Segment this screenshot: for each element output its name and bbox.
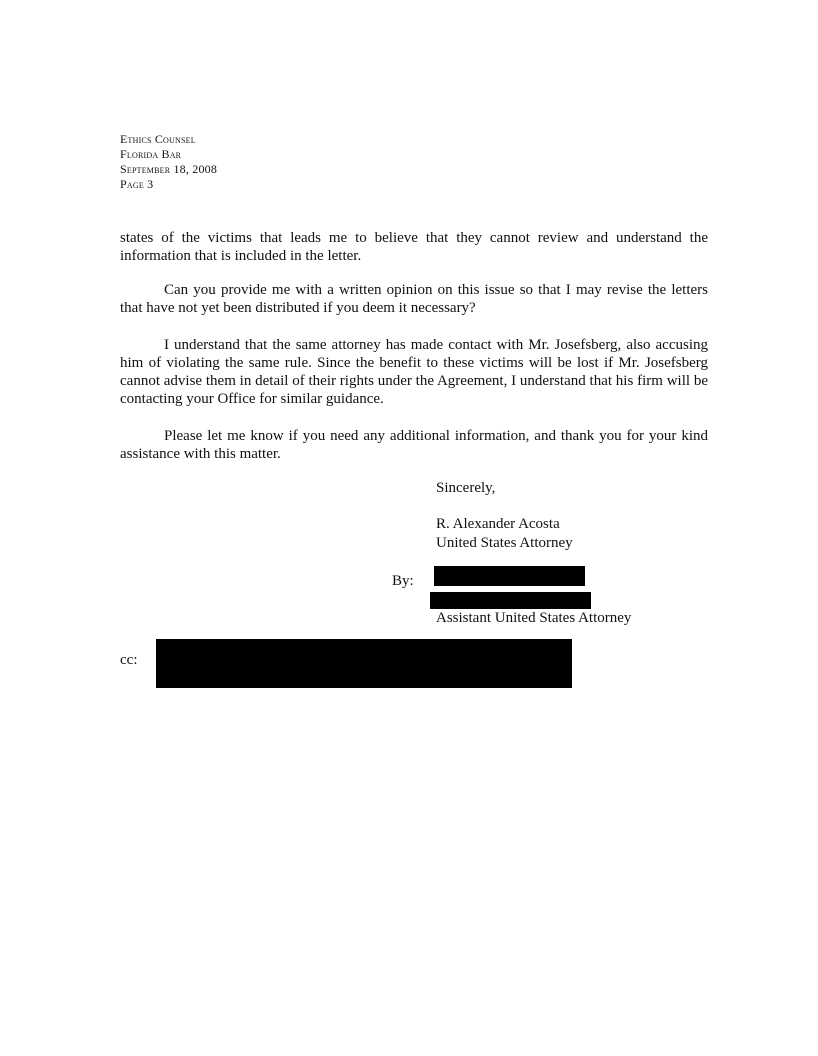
cc-label: cc: xyxy=(120,652,138,668)
ausa-title: Assistant United States Attorney xyxy=(436,610,632,626)
redacted-signature xyxy=(434,566,585,586)
redacted-signer-name xyxy=(430,592,591,609)
signature-closing: Sincerely, xyxy=(436,480,496,496)
redacted-cc-recipients xyxy=(156,639,572,688)
header-page-number: Page 3 xyxy=(120,177,154,191)
header-date: September 18, 2008 xyxy=(120,162,218,176)
body-paragraph-2: Can you provide me with a written opinion on this issue so that I may revise the letters that have not yet been distributed if you deem it necessary? xyxy=(120,282,708,316)
signer-name: R. Alexander Acosta xyxy=(436,516,560,532)
body-paragraph-4: Please let me know if you need any additional information, and thank you for your kind assistance with this matter. xyxy=(120,428,708,462)
letter-header xyxy=(120,132,217,192)
by-label: By: xyxy=(392,573,414,589)
signer-title: United States Attorney xyxy=(436,535,573,551)
header-recipient-title: Ethics Counsel xyxy=(120,132,196,146)
body-paragraph-3: I understand that the same attorney has made contact with Mr. Josefsberg, also accusing him of violating the same rule. Since the benefit to these victims will be lost if Mr. Josefsberg cannot advise them in detail of their rights under the Agreement, I understand that his firm will be contacting your Office for similar guidance. xyxy=(120,337,708,407)
body-paragraph-1: states of the victims that leads me to believe that they cannot review and understand the information that is included in the letter. xyxy=(120,230,708,264)
header-organization: Florida Bar xyxy=(120,147,182,161)
